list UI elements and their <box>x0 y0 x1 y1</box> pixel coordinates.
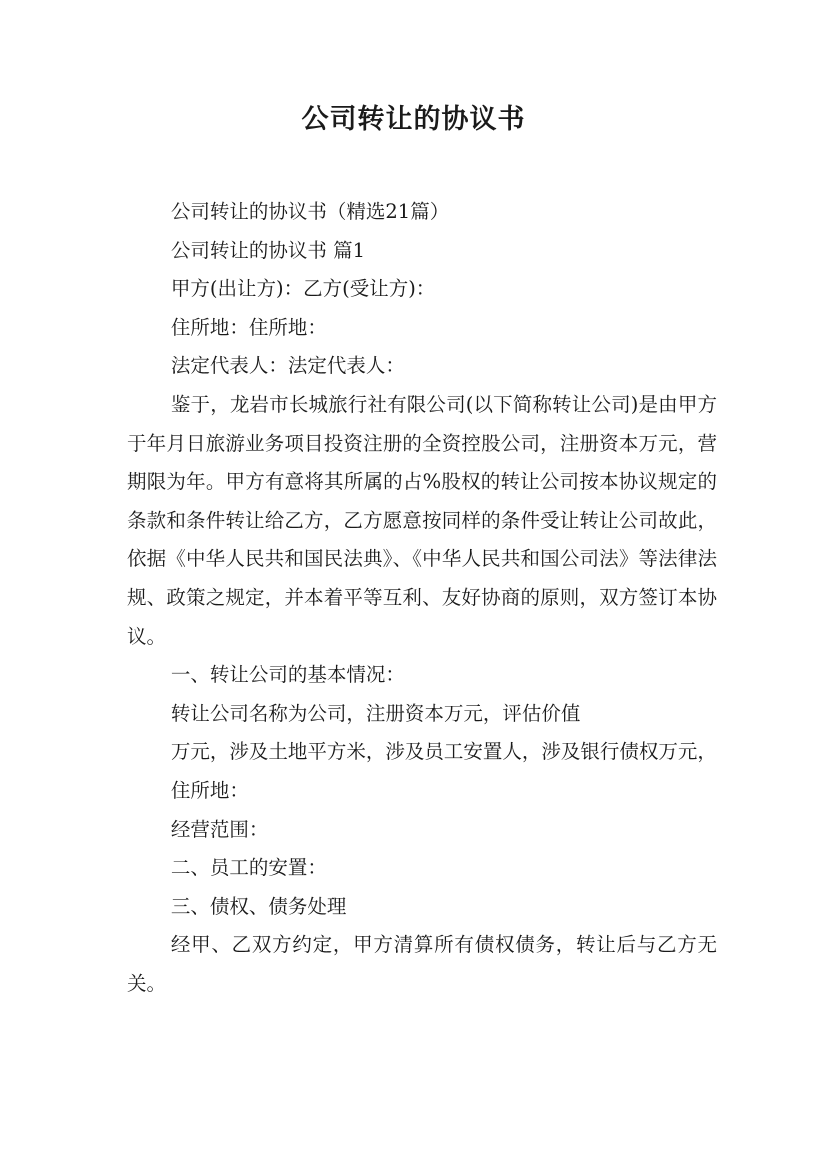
paragraph-subtitle: 公司转让的协议书（精选21篇） <box>170 200 450 223</box>
paragraph-business-scope: 经营范围： <box>170 817 269 841</box>
paragraph-company-name: 转让公司名称为公司，注册资本万元，评估价值 <box>170 701 581 725</box>
paragraph-addresses: 住所地：住所地： <box>170 315 327 339</box>
paragraph-legal-representatives: 法定代表人：法定代表人： <box>170 354 405 378</box>
paragraph-debt-settlement: 经甲、乙双方约定，甲方清算所有债权债务，转让后与乙方无关。 <box>127 933 717 995</box>
paragraph-company-address: 住所地： <box>170 778 249 802</box>
paragraph-recitals: 鉴于，龙岩市长城旅行社有限公司(以下简称转让公司)是由甲方于年月日旅游业务项目投资注册的全资控股公司，注册资本万元，营期限为年。甲方有意将其所属的占%股权的转让公司按本协议规定的条款和条件转让给乙方，乙方愿意按同样的条件受让转让公司故此，依据《中华人民共和国民法典》、《中华人民共和国公司法》等法律法规、政策之规定，并本着平等互利、友好协商的原则，双方签订本协议。 <box>127 392 717 648</box>
paragraph-company-details: 万元，涉及土地平方米，涉及员工安置人，涉及银行债权万元， <box>170 740 717 764</box>
paragraph-section-3-heading: 三、债权、债务处理 <box>170 894 347 918</box>
document-body <box>127 193 717 1003</box>
paragraph-section-2-heading: 二、员工的安置： <box>170 856 327 880</box>
paragraph-parties: 甲方(出让方)：乙方(受让方)： <box>170 277 436 301</box>
paragraph-article-heading: 公司转让的协议书 篇1 <box>170 238 365 262</box>
paragraph-section-1-heading: 一、转让公司的基本情况： <box>170 663 405 687</box>
document-title: 公司转让的协议书 <box>301 104 526 135</box>
